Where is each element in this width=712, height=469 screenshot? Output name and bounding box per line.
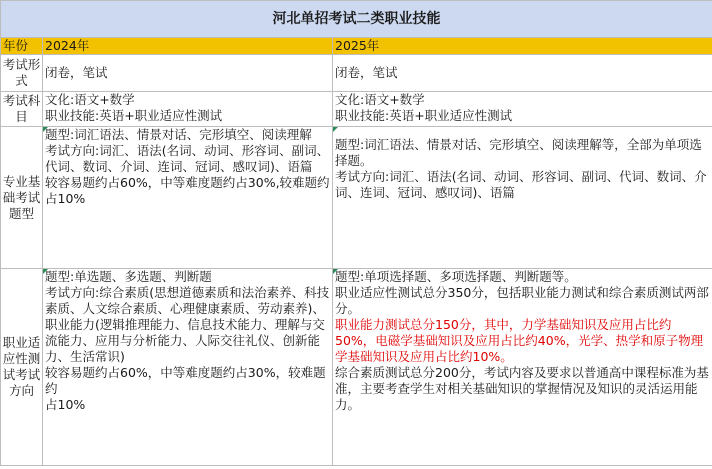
table-row bbox=[1, 55, 712, 92]
cell-text: 职业技能:英语+职业适应性测试 bbox=[45, 108, 223, 123]
cell-text: 考试方向:词汇、语法(名词、动词、形容词、副词、代词、数词、介词、连词、冠词、感叹词)、语篇 bbox=[45, 143, 330, 174]
cell-text: 占10% bbox=[45, 397, 86, 412]
cell-text: 职业适应性测试总分350分，包括职业能力测试和综合素质测试两部分。 bbox=[335, 285, 709, 316]
cell-text: 题型:单项选择题、多项选择题、判断题等。 bbox=[335, 269, 577, 284]
cell-text: 较容易题约占60%，中等难度题约占30%,较难题约占10% bbox=[45, 175, 330, 206]
cell-2025-exam-form bbox=[333, 55, 712, 92]
row-label-vocational-test bbox=[1, 269, 43, 466]
table-row bbox=[1, 269, 712, 466]
row-label-exam-form bbox=[1, 55, 43, 92]
cell-2025-vocational-test bbox=[333, 269, 712, 466]
cell-text: 题型:词汇语法、情景对话、完形填空、阅读理解等，全部为单项选择题。 bbox=[335, 137, 702, 168]
cell-2025-exam-subjects bbox=[333, 92, 712, 127]
row-label-text: 考试形式 bbox=[2, 57, 41, 88]
cell-text: 闭卷，笔试 bbox=[335, 65, 398, 80]
header-2024: 2024年 bbox=[43, 38, 333, 55]
cell-text: 文化:语文+数学 bbox=[335, 92, 425, 107]
highlighted-text: 职业能力测试总分150分，其中，力学基础知识及应用占比约50%，电磁学基础知识及应用占比约40%，光学、热学和原子物理学基础知识及应用占比约10%。 bbox=[335, 317, 704, 364]
cell-text: 职业技能:英语+职业适应性测试 bbox=[335, 108, 513, 123]
cell-text: 考试方向:词汇、语法(名词、动词、形容词、副词、代词、数词、介词、连词、冠词、感叹词)、语篇 bbox=[335, 169, 707, 200]
row-label-text: 专业基础考试题型 bbox=[2, 173, 41, 221]
table-title: 河北单招考试二类职业技能 bbox=[1, 1, 712, 38]
cell-2024-exam-form bbox=[43, 55, 333, 92]
cell-text: 考试方向:综合素质(思想道德素质和法治素养、科技素质、人文综合素质、心理健康素质、劳动素养)、职业能力(逻辑推理能力、信息技术能力、理解与交流能力、应用与分析能力、人际交往礼仪、创新能力、生活常识) bbox=[45, 285, 330, 364]
cell-text: 综合素质测试总分200分，考试内容及要求以普通高中课程标准为基准，主要考查学生对相关基础知识的掌握情况及知识的灵活运用能力。 bbox=[335, 365, 709, 412]
row-label-text: 考试科目 bbox=[2, 93, 41, 124]
header-year-label: 年份 bbox=[1, 38, 43, 55]
cell-2024-exam-subjects bbox=[43, 92, 333, 127]
cell-2024-vocational-test bbox=[43, 269, 333, 466]
table-row bbox=[1, 92, 712, 127]
cell-text: 文化:语文+数学 bbox=[45, 92, 135, 107]
cell-text: 题型:单选题、多选题、判断题 bbox=[45, 269, 212, 284]
header-2025: 2025年 bbox=[333, 38, 712, 55]
table-row bbox=[1, 127, 712, 269]
row-label-professional-basics bbox=[1, 127, 43, 269]
cell-text: 较容易题约占60%，中等难度题约占30%，较难题约 bbox=[45, 365, 326, 396]
cell-text: 题型:词汇语法、情景对话、完形填空、阅读理解 bbox=[45, 127, 312, 142]
row-label-text: 职业适应性测试考试方向 bbox=[2, 335, 41, 398]
title-row bbox=[1, 1, 712, 38]
row-label-exam-subjects bbox=[1, 92, 43, 127]
header-row bbox=[1, 38, 712, 55]
cell-text: 闭卷，笔试 bbox=[45, 65, 108, 80]
cell-2024-professional-basics bbox=[43, 127, 333, 269]
cell-2025-professional-basics bbox=[333, 127, 712, 269]
